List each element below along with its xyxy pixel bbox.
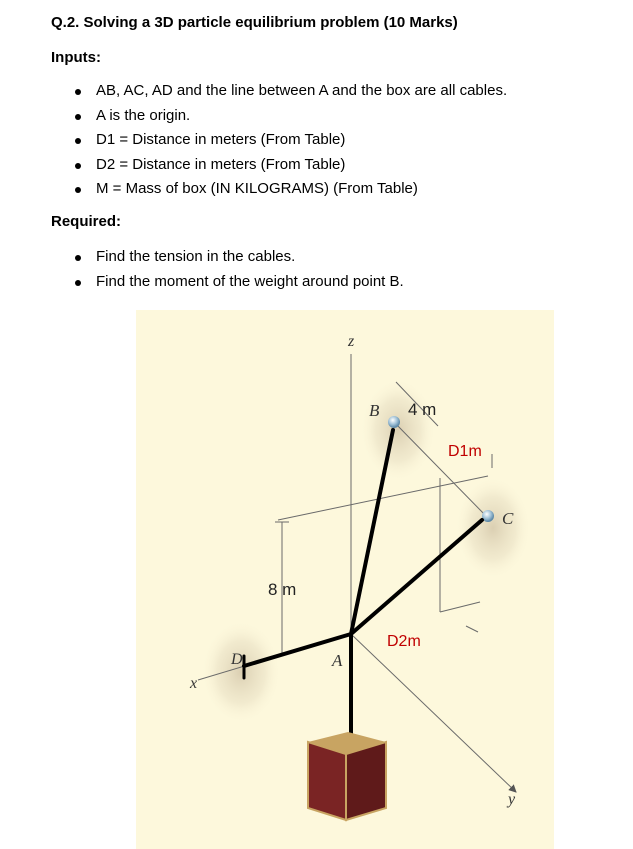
inputs-list [75, 79, 507, 202]
support-glow-d [201, 620, 281, 724]
inputs-heading: Inputs: [51, 49, 101, 66]
list-item: Find the tension in the cables. [75, 245, 404, 270]
list-item: D2 = Distance in meters (From Table) [75, 153, 507, 178]
axis-label-x: x [190, 675, 198, 692]
point-label-d: D [231, 651, 243, 668]
equilibrium-figure [136, 310, 554, 849]
box-front [308, 742, 346, 820]
list-item: Find the moment of the weight around point B. [75, 270, 404, 295]
dim-label-d1: D1m [448, 443, 482, 460]
list-item: A is the origin. [75, 104, 507, 129]
list-item: M = Mass of box (IN KILOGRAMS) (From Table) [75, 177, 507, 202]
support-glow-b [360, 378, 436, 482]
point-label-b: B [369, 401, 380, 420]
required-heading: Required: [51, 213, 122, 230]
box [308, 732, 386, 820]
point-label-c: C [502, 509, 514, 528]
point-label-a: A [332, 651, 343, 670]
question-title: Q.2. Solving a 3D particle equilibrium problem (10 Marks) [51, 14, 458, 31]
required-list [75, 245, 404, 294]
list-item: AB, AC, AD and the line between A and the box are all cables. [75, 79, 507, 104]
list-item: D1 = Distance in meters (From Table) [75, 128, 507, 153]
dim-label-8m: 8 m [268, 580, 297, 599]
axis-label-z: z [348, 333, 355, 350]
dim-label-4m: 4 m [408, 400, 437, 419]
box-side [346, 742, 386, 820]
support-ball-b [388, 416, 400, 428]
figure-svg [136, 310, 554, 849]
support-glow-c [455, 476, 531, 580]
dim-label-d2: D2m [387, 633, 421, 650]
axis-label-y: y [508, 791, 516, 808]
